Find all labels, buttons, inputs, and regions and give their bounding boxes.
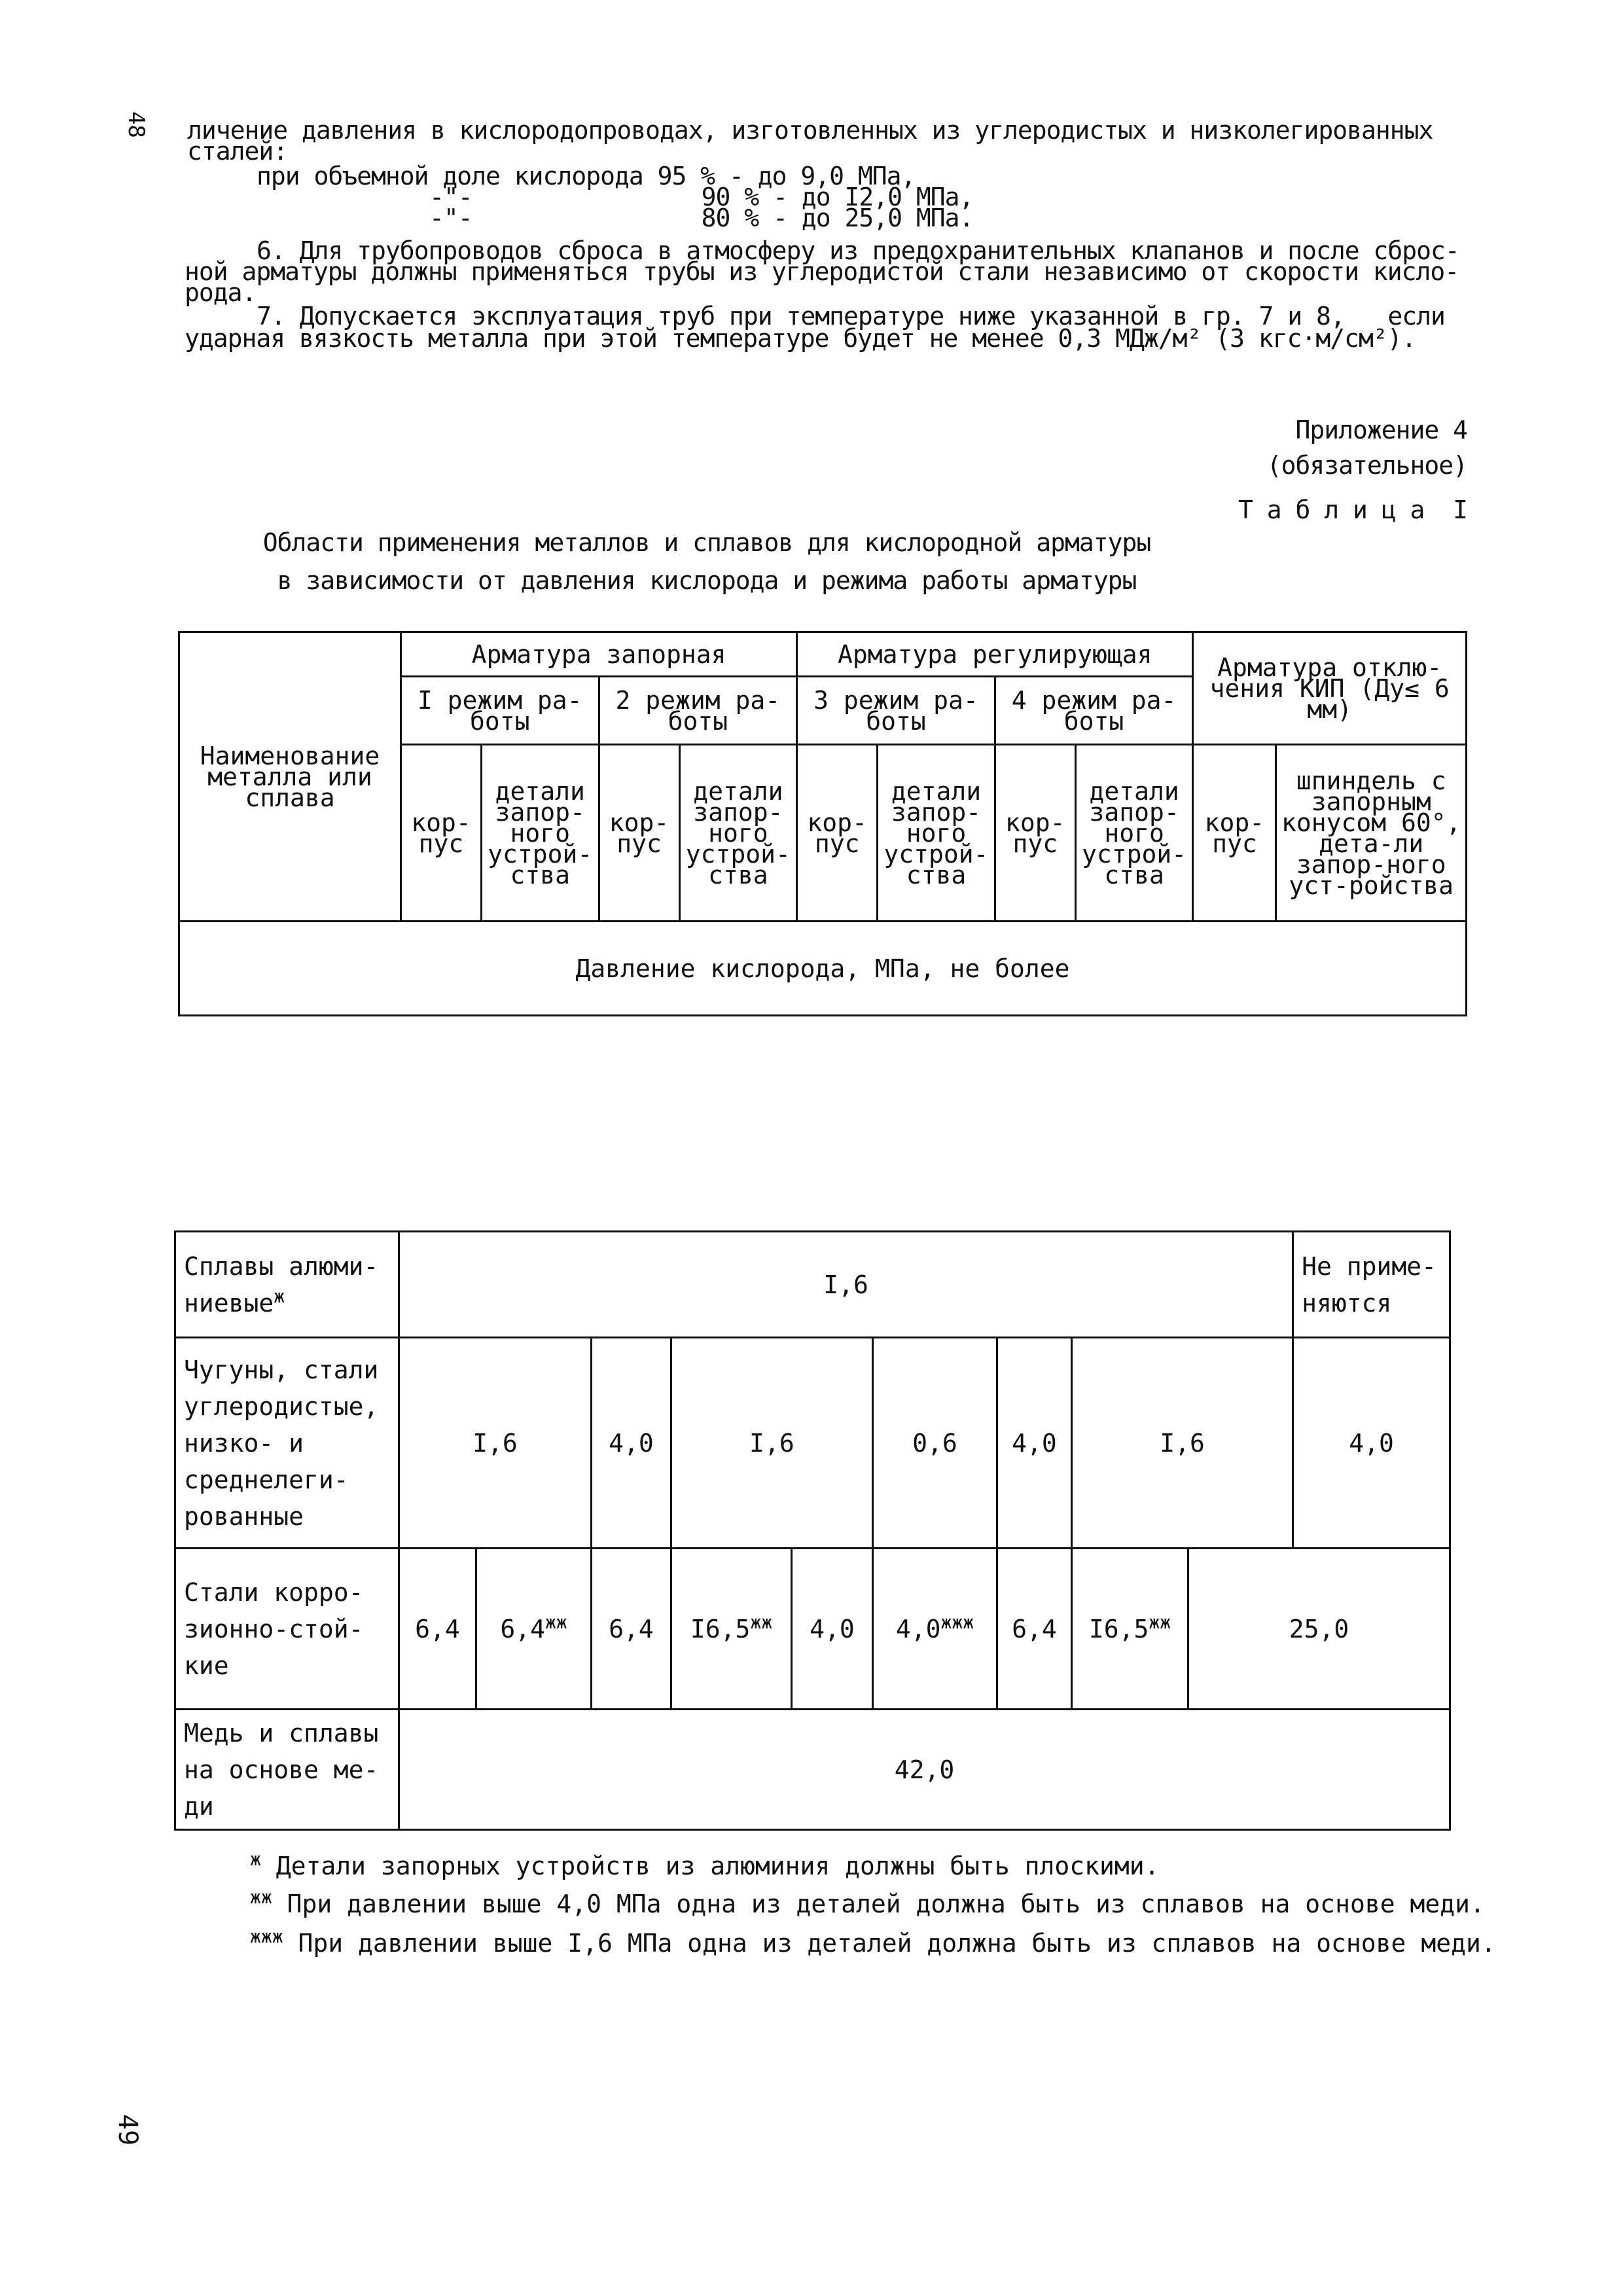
appendix-subtitle: (обязательное) bbox=[1266, 451, 1467, 480]
row-castiron-v5: 4,0 bbox=[997, 1338, 1072, 1549]
header-mode-3: 3 режим ра-боты bbox=[797, 677, 995, 745]
header-group-kip: Арматура отклю-чения КИП (Дy≤ 6 мм) bbox=[1193, 632, 1467, 745]
row-stainless-v6: 4,0жжж bbox=[873, 1549, 997, 1710]
header-parts-4: детали запор-ного устрой-ства bbox=[1075, 745, 1193, 922]
row-stainless-v3: 6,4 bbox=[592, 1549, 671, 1710]
row-castiron-v4: 0,6 bbox=[873, 1338, 997, 1549]
table-caption-line-1: Области применения металлов и сплавов для кислородной арматуры bbox=[262, 528, 1151, 557]
row-castiron-v1: I,6 bbox=[399, 1338, 592, 1549]
table-row bbox=[175, 1549, 1450, 1710]
row-copper-value: 42,0 bbox=[399, 1710, 1450, 1830]
header-body-kip: кор-пус bbox=[1193, 745, 1276, 922]
footnote-3: жжж При давлении выше I,6 МПа одна из деталей должна быть из сплавов на основе меди. bbox=[250, 1926, 1496, 1958]
row-aluminium-name: Сплавы алюми-ниевыеж bbox=[175, 1232, 399, 1338]
footnote-mark: жж bbox=[750, 1611, 773, 1633]
footnote-mark: жжж bbox=[940, 1611, 974, 1633]
row-stainless-name: Стали корро-зионно-стой-кие bbox=[175, 1549, 399, 1710]
header-parts-3: детали запор-ного устрой-ства bbox=[878, 745, 995, 922]
row-stainless-v7: 6,4 bbox=[997, 1549, 1072, 1710]
header-name-column: Наименование металла или сплава bbox=[179, 632, 401, 922]
header-mode-4: 4 режим ра-боты bbox=[995, 677, 1193, 745]
header-parts-1: детали запор-ного устрой-ства bbox=[481, 745, 599, 922]
header-parts-2: детали запор-ного устрой-ства bbox=[679, 745, 797, 922]
page-number-bottom: 49 bbox=[113, 2114, 143, 2146]
row-stainless-v5: 4,0 bbox=[792, 1549, 873, 1710]
row-stainless-v1: 6,4 bbox=[399, 1549, 476, 1710]
header-mode-2: 2 режим ра-боты bbox=[599, 677, 797, 745]
intro-line-3: при объемной доле кислорода 95 % - до 9,0 МПа, bbox=[257, 162, 916, 190]
footnote-2: жж При давлении выше 4,0 МПа одна из деталей должна быть из сплавов на основе меди. bbox=[250, 1886, 1485, 1918]
row-castiron-v3: I,6 bbox=[671, 1338, 873, 1549]
intro-line-1: личение давления в кислородопроводах, изготовленных из углеродистых и низколегированных bbox=[187, 116, 1433, 145]
table-label: Т а б л и ц а I bbox=[1238, 495, 1467, 524]
header-pressure-row: Давление кислорода, МПа, не более bbox=[179, 922, 1467, 1016]
row-stainless-v8: I6,5жж bbox=[1072, 1549, 1188, 1710]
header-body-2: кор-пус bbox=[599, 745, 679, 922]
row-stainless-v4: I6,5жж bbox=[671, 1549, 792, 1710]
row-stainless-v9: 25,0 bbox=[1188, 1549, 1450, 1710]
row-castiron-v7: 4,0 bbox=[1293, 1338, 1450, 1549]
table-caption-line-2: в зависимости от давления кислорода и режима работы арматуры bbox=[277, 566, 1137, 595]
page-number-top: 48 bbox=[123, 111, 149, 138]
header-body-4: кор-пус bbox=[995, 745, 1075, 922]
header-table bbox=[178, 631, 1467, 1016]
intro-line-5: -"- 80 % - до 25,0 МПа. bbox=[429, 204, 974, 232]
header-body-3: кор-пус bbox=[797, 745, 878, 922]
footnote-mark: жж bbox=[1149, 1611, 1171, 1633]
data-table bbox=[174, 1230, 1451, 1831]
row-stainless-v2: 6,4жж bbox=[476, 1549, 592, 1710]
row-copper-name: Медь и сплавы на основе ме-ди bbox=[175, 1710, 399, 1830]
appendix-title: Приложение 4 bbox=[1295, 416, 1467, 444]
row-aluminium-last: Не приме-няются bbox=[1293, 1232, 1450, 1338]
header-mode-1: I режим ра-боты bbox=[401, 677, 599, 745]
header-group-shutoff: Арматура запорная bbox=[401, 632, 796, 677]
header-body-1: кор-пус bbox=[401, 745, 481, 922]
intro-line-10: ударная вязкость металла при этой температуре будет не менее 0,3 МДж/м² (3 кгс·м/см²). bbox=[185, 324, 1416, 353]
row-castiron-v2: 4,0 bbox=[592, 1338, 671, 1549]
header-group-regulating: Арматура регулирующая bbox=[797, 632, 1193, 677]
footnote-mark: ж bbox=[274, 1285, 285, 1307]
footnote-1: ж Детали запорных устройств из алюминия должны быть плоскими. bbox=[250, 1848, 1160, 1880]
intro-line-2: сталей: bbox=[187, 137, 288, 166]
table-row bbox=[175, 1710, 1450, 1830]
table-row bbox=[175, 1232, 1450, 1338]
footnote-mark: жж bbox=[544, 1611, 567, 1633]
intro-line-6: 6. Для трубопроводов сброса в атмосферу из предохранительных клапанов и после сброс- bbox=[257, 236, 1459, 265]
table-row bbox=[175, 1338, 1450, 1549]
intro-line-4: -"- 90 % - до I2,0 МПа, bbox=[429, 183, 974, 211]
row-castiron-name: Чугуны, стали углеродистые, низко- и среднелеги-рованные bbox=[175, 1338, 399, 1549]
row-castiron-v6: I,6 bbox=[1072, 1338, 1293, 1549]
intro-line-8: рода. bbox=[185, 278, 257, 307]
intro-line-9: 7. Допускается эксплуатация труб при температуре ниже указанной в гр. 7 и 8, если bbox=[257, 302, 1445, 331]
intro-line-7: ной арматуры должны применяться трубы из углеродистой стали независимо от скорости кисло- bbox=[185, 257, 1459, 286]
header-spindle: шпиндель с запорным конусом 60°, дета-ли запор-ного уст-ройства bbox=[1276, 745, 1467, 922]
row-aluminium-value: I,6 bbox=[399, 1232, 1293, 1338]
